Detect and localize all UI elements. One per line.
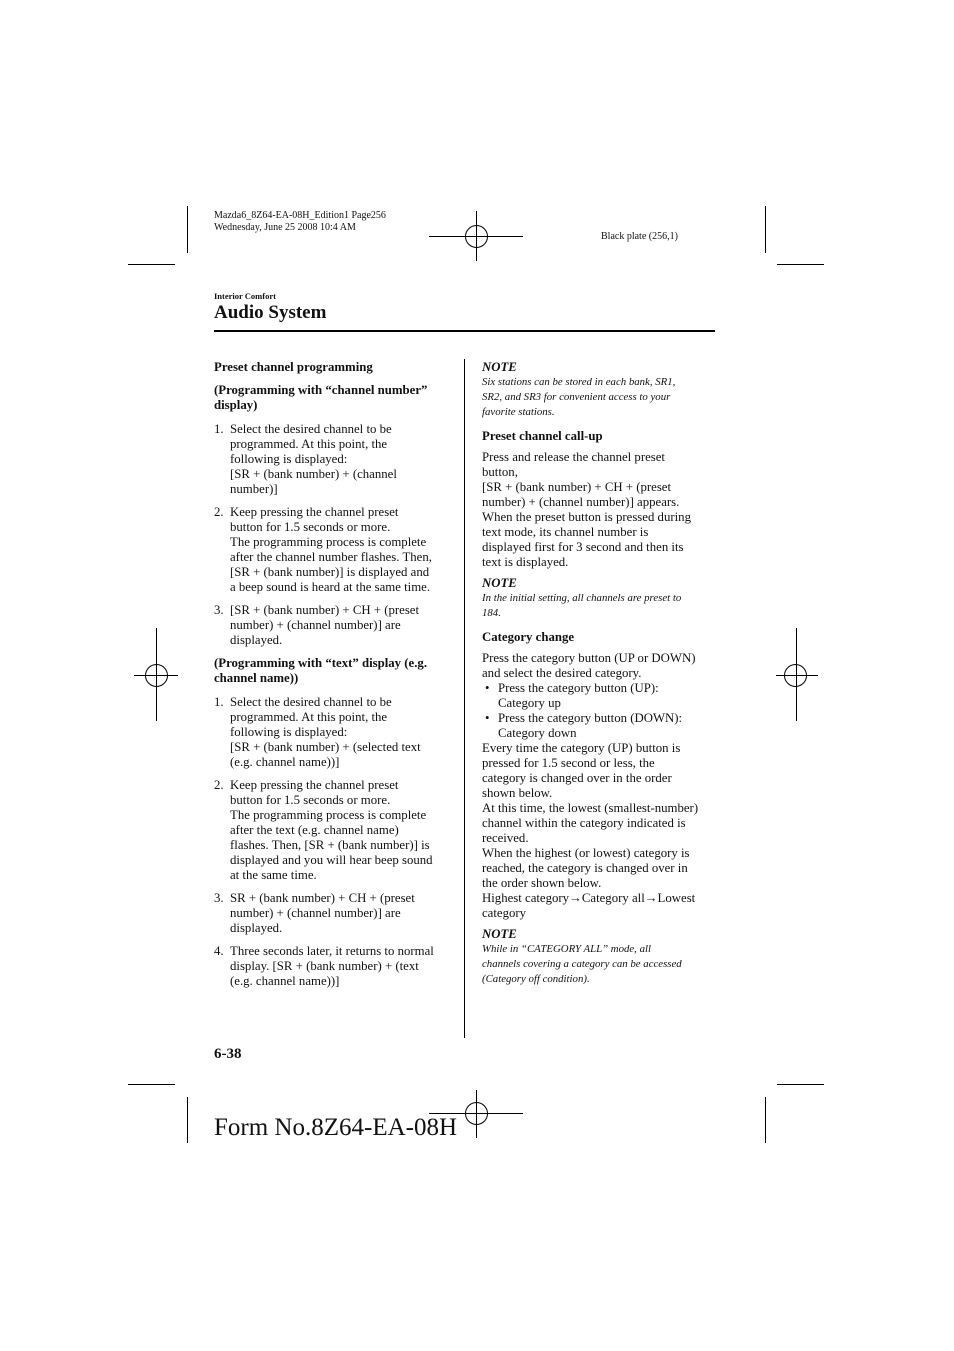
step-number: 2. (214, 778, 224, 792)
steps-text-display (214, 695, 452, 989)
text-line: category is changed over in the order (482, 771, 672, 785)
steps-channel-number (214, 422, 452, 648)
text-line: text mode, its channel number is (482, 525, 649, 539)
note-title: NOTE (482, 576, 517, 590)
step-line: button for 1.5 seconds or more. (230, 793, 391, 807)
step-text (230, 505, 452, 595)
step-line: Keep pressing the channel preset (230, 505, 399, 519)
form-number: Form No.8Z64-EA-08H (214, 1114, 458, 1141)
category-bullets (482, 681, 718, 741)
step-line: Select the desired channel to be (230, 422, 392, 436)
note-category-all (482, 942, 718, 987)
step-line: after the text (e.g. channel name) (230, 823, 399, 837)
step-line: Select the desired channel to be (230, 695, 392, 709)
step-item (214, 603, 452, 648)
text-line: When the preset button is pressed during (482, 510, 691, 524)
step-line: [SR + (bank number)] is displayed and (230, 565, 430, 579)
step-line: display. [SR + (bank number) + (text (230, 959, 419, 973)
subheading-text-display (214, 656, 452, 686)
step-line: The programming process is complete (230, 535, 427, 549)
subheading-line: channel name)) (214, 671, 299, 685)
bullet-text (498, 681, 718, 711)
bullet-line: Category down (498, 726, 577, 740)
step-line: a beep sound is heard at the same time. (230, 580, 431, 594)
text-line: channel within the category indicated is (482, 816, 686, 830)
text-line: text is displayed. (482, 555, 569, 569)
step-line: at the same time. (230, 868, 317, 882)
note-title: NOTE (482, 360, 517, 374)
subheading-line: (Programming with “channel number” (214, 383, 428, 397)
step-line: [SR + (bank number) + (channel (230, 467, 397, 481)
step-line: [SR + (bank number) + (selected text (230, 740, 421, 754)
text-line: reached, the category is changed over in (482, 861, 688, 875)
step-line: flashes. Then, [SR + (bank number)] is (230, 838, 430, 852)
step-line: programmed. At this point, the (230, 437, 388, 451)
bullet-line: Category up (498, 696, 561, 710)
heading-category-change: Category change (482, 630, 575, 644)
text-line: Highest category→Category all→Lowest (482, 891, 696, 905)
note-line: SR2, and SR3 for convenient access to your (482, 391, 671, 403)
subheading-channel-number (214, 383, 452, 413)
step-line: number) + (channel number)] are (230, 618, 401, 632)
text-line: At this time, the lowest (smallest-number) (482, 801, 699, 815)
note-line: 184. (482, 607, 501, 619)
column-divider (464, 359, 465, 1038)
step-line: displayed. (230, 633, 283, 647)
step-text (230, 695, 452, 770)
step-number: 1. (214, 695, 224, 709)
step-line: number) + (channel number)] are (230, 906, 401, 920)
bullet-dot-icon: • (485, 681, 490, 695)
text-line: [SR + (bank number) + CH + (preset (482, 480, 672, 494)
file-info (214, 210, 386, 233)
text-line: pressed for 1.5 second or less, the (482, 756, 655, 770)
step-item (214, 505, 452, 595)
step-number: 3. (214, 603, 224, 617)
step-item (214, 891, 452, 936)
step-item (214, 422, 452, 497)
step-line: (e.g. channel name))] (230, 974, 340, 988)
plate-label: Black plate (256,1) (601, 231, 678, 242)
note-title: NOTE (482, 927, 517, 941)
step-item (214, 695, 452, 770)
step-line: programmed. At this point, the (230, 710, 388, 724)
step-text (230, 944, 452, 989)
step-text (230, 422, 452, 497)
page-number: 6-38 (214, 1046, 242, 1062)
text-line: When the highest (or lowest) category is (482, 846, 690, 860)
step-number: 3. (214, 891, 224, 905)
step-line: displayed. (230, 921, 283, 935)
file-info-line: Mazda6_8Z64-EA-08H_Edition1 Page256 (214, 210, 386, 221)
left-column (214, 360, 452, 997)
step-line: [SR + (bank number) + CH + (preset (230, 603, 420, 617)
step-line: following is displayed: (230, 452, 348, 466)
note-storage (482, 375, 718, 420)
step-line: number)] (230, 482, 278, 496)
step-line: Three seconds later, it returns to normal (230, 944, 434, 958)
note-line: While in “CATEGORY ALL” mode, all (482, 943, 651, 955)
text-line: Press and release the channel preset (482, 450, 665, 464)
step-line: Keep pressing the channel preset (230, 778, 399, 792)
step-text (230, 891, 452, 936)
text-line: shown below. (482, 786, 553, 800)
text-line: received. (482, 831, 529, 845)
heading-preset-programming: Preset channel programming (214, 360, 373, 374)
step-number: 4. (214, 944, 224, 958)
bullet-item (482, 711, 718, 741)
step-line: after the channel number flashes. Then, (230, 550, 432, 564)
step-item (214, 778, 452, 883)
text-line: Every time the category (UP) button is (482, 741, 681, 755)
category-intro (482, 651, 718, 681)
bullet-dot-icon: • (485, 711, 490, 725)
step-text (230, 603, 452, 648)
page-title: Audio System (214, 302, 327, 323)
step-number: 1. (214, 422, 224, 436)
title-rule (214, 330, 715, 332)
step-line: following is displayed: (230, 725, 348, 739)
step-text (230, 778, 452, 883)
heading-preset-callup: Preset channel call-up (482, 429, 603, 443)
step-line: displayed and you will hear beep sound (230, 853, 433, 867)
text-line: button, (482, 465, 518, 479)
callup-text (482, 450, 718, 570)
note-line: (Category off condition). (482, 973, 590, 985)
step-number: 2. (214, 505, 224, 519)
subheading-line: display) (214, 398, 258, 412)
bullet-line: Press the category button (DOWN): (498, 711, 683, 725)
section-label: Interior Comfort (214, 291, 276, 301)
step-line: (e.g. channel name))] (230, 755, 340, 769)
bullet-item (482, 681, 718, 711)
text-line: and select the desired category. (482, 666, 642, 680)
file-info-date: Wednesday, June 25 2008 10:4 AM (214, 221, 356, 233)
category-body (482, 741, 718, 921)
note-line: In the initial setting, all channels are preset to (482, 592, 682, 604)
step-line: SR + (bank number) + CH + (preset (230, 891, 415, 905)
bullet-text (498, 711, 718, 741)
step-item (214, 944, 452, 989)
text-line: Press the category button (UP or DOWN) (482, 651, 696, 665)
text-line: number) + (channel number)] appears. (482, 495, 680, 509)
note-initial-setting (482, 591, 718, 621)
bullet-line: Press the category button (UP): (498, 681, 659, 695)
step-line: The programming process is complete (230, 808, 427, 822)
step-line: button for 1.5 seconds or more. (230, 520, 391, 534)
text-line: the order shown below. (482, 876, 602, 890)
text-line: category (482, 906, 527, 920)
note-line: channels covering a category can be accessed (482, 958, 682, 970)
text-line: displayed first for 3 second and then its (482, 540, 684, 554)
note-line: favorite stations. (482, 406, 555, 418)
subheading-line: (Programming with “text” display (e.g. (214, 656, 428, 670)
right-column (482, 360, 718, 996)
note-line: Six stations can be stored in each bank, SR1, (482, 376, 676, 388)
